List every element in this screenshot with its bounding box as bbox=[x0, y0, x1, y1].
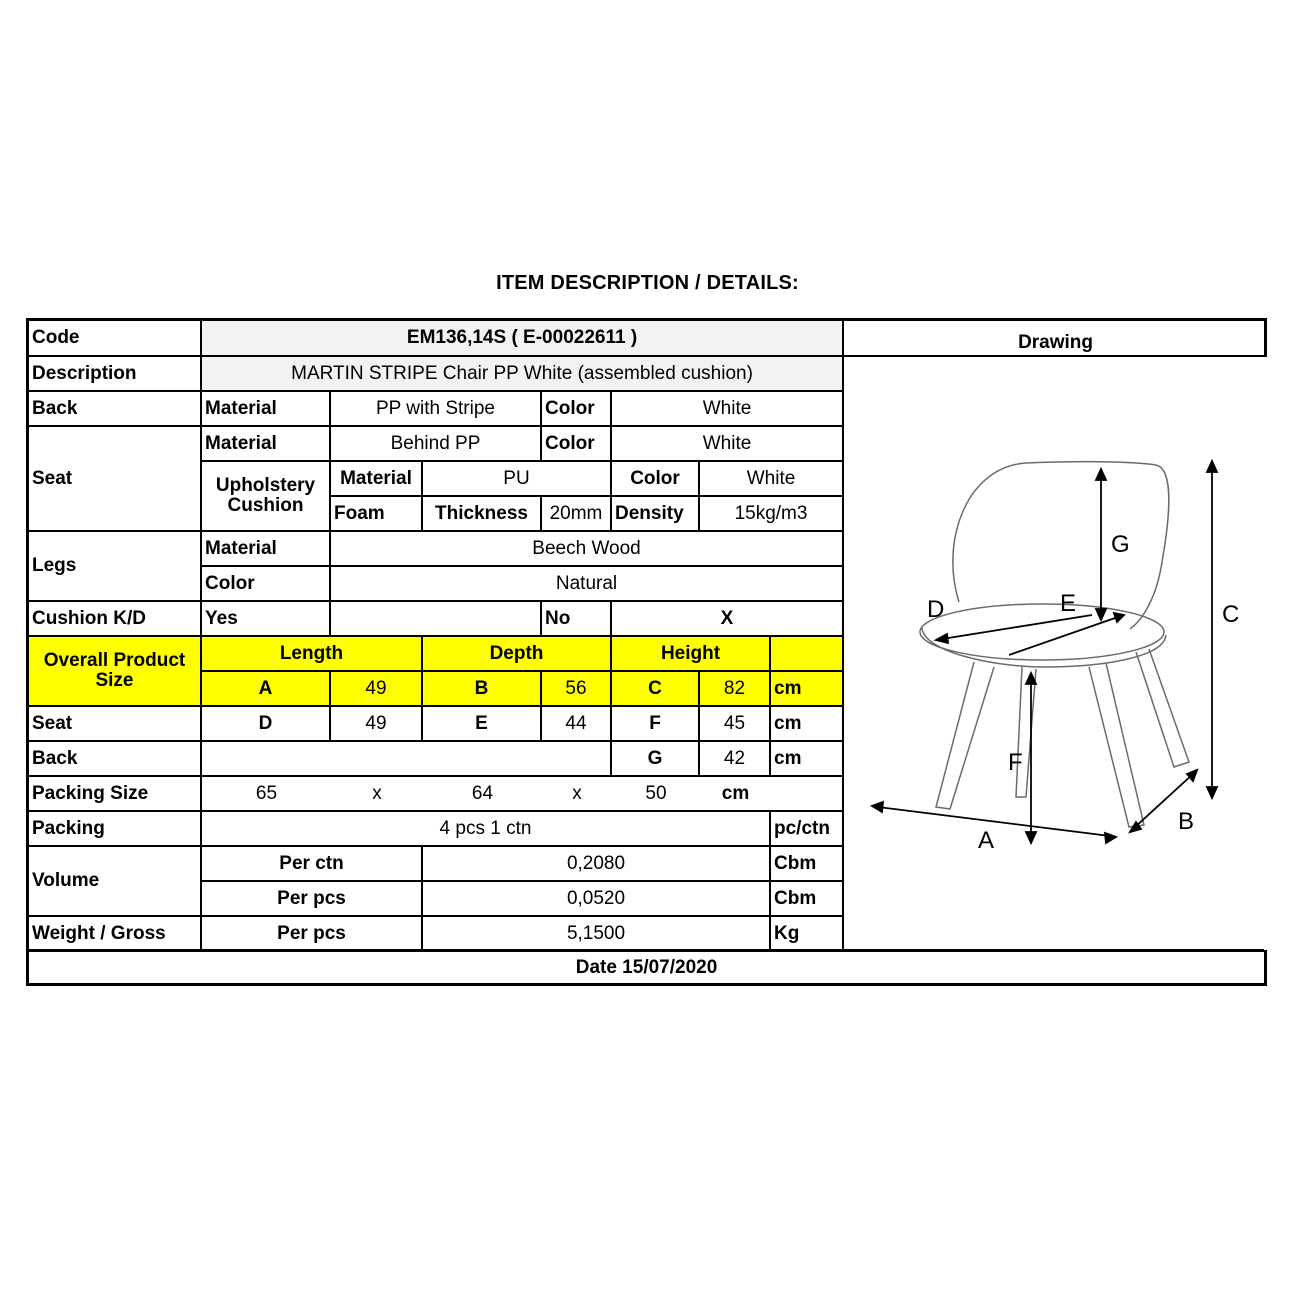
packing-size-values bbox=[201, 776, 843, 811]
back-color-value: White bbox=[611, 391, 843, 426]
chair-drawing bbox=[843, 356, 1267, 951]
chair-drawing-svg bbox=[844, 357, 1267, 951]
size-a-label: A bbox=[201, 671, 330, 706]
size-g-value: 42 bbox=[699, 741, 770, 776]
description-value: MARTIN STRIPE Chair PP White (assembled cushion) bbox=[201, 356, 843, 391]
size-d-value: 49 bbox=[330, 706, 422, 741]
seat-material-value: Behind PP bbox=[330, 426, 541, 461]
packing-x-1: x bbox=[372, 782, 382, 804]
upholstery-color-label: Color bbox=[611, 461, 699, 496]
depth-label: Depth bbox=[422, 636, 611, 671]
size-d-label: D bbox=[201, 706, 330, 741]
weight-per-pcs-label: Per pcs bbox=[201, 916, 422, 951]
seat-size-label: Seat bbox=[29, 706, 201, 741]
upholstery-color-value: White bbox=[699, 461, 843, 496]
seat-color-label: Color bbox=[541, 426, 611, 461]
size-f-label: F bbox=[611, 706, 699, 741]
size-f-value: 45 bbox=[699, 706, 770, 741]
seat-label: Seat bbox=[29, 426, 201, 531]
packing-height: 50 bbox=[645, 782, 667, 804]
size-c-value: 82 bbox=[699, 671, 770, 706]
dim-label-a: A bbox=[978, 827, 995, 854]
weight-per-pcs-value: 5,1500 bbox=[422, 916, 770, 951]
date-footer: Date 15/07/2020 bbox=[29, 949, 1264, 983]
upholstery-cushion-label: Upholstery Cushion bbox=[201, 461, 330, 531]
back-material-value: PP with Stripe bbox=[330, 391, 541, 426]
overall-blank-cell bbox=[770, 636, 843, 671]
packing-label: Packing bbox=[29, 811, 201, 846]
code-label: Code bbox=[29, 321, 201, 356]
back-label: Back bbox=[29, 391, 201, 426]
volume-per-pcs-value: 0,0520 bbox=[422, 881, 770, 916]
packing-width: 64 bbox=[471, 782, 494, 804]
density-label: Density bbox=[611, 496, 699, 531]
back-size-blank bbox=[201, 741, 611, 776]
code-value: EM136,14S ( E-00022611 ) bbox=[201, 321, 843, 356]
height-label: Height bbox=[611, 636, 770, 671]
foam-label: Foam bbox=[330, 496, 422, 531]
seat-material-label: Material bbox=[201, 426, 330, 461]
dim-label-c: C bbox=[1222, 601, 1240, 628]
legs-material-label: Material bbox=[201, 531, 330, 566]
dim-label-g: G bbox=[1111, 531, 1130, 558]
volume-label: Volume bbox=[29, 846, 201, 916]
weight-label: Weight / Gross bbox=[29, 916, 201, 951]
thickness-value: 20mm bbox=[541, 496, 611, 531]
back-color-label: Color bbox=[541, 391, 611, 426]
volume-per-ctn-unit: Cbm bbox=[770, 846, 843, 881]
dim-label-f: F bbox=[1008, 749, 1023, 776]
drawing-header: Drawing bbox=[843, 321, 1267, 356]
description-label: Description bbox=[29, 356, 201, 391]
packing-size-unit: cm bbox=[721, 782, 750, 804]
seat-color-value: White bbox=[611, 426, 843, 461]
size-e-label: E bbox=[422, 706, 541, 741]
packing-length: 65 bbox=[255, 782, 278, 804]
volume-per-pcs-label: Per pcs bbox=[201, 881, 422, 916]
weight-unit: Kg bbox=[770, 916, 843, 951]
cushion-kd-label: Cushion K/D bbox=[29, 601, 201, 636]
cushion-kd-yes-value bbox=[330, 601, 541, 636]
back-size-unit: cm bbox=[770, 741, 843, 776]
legs-material-value: Beech Wood bbox=[330, 531, 843, 566]
size-e-value: 44 bbox=[541, 706, 611, 741]
volume-per-pcs-unit: Cbm bbox=[770, 881, 843, 916]
back-material-label: Material bbox=[201, 391, 330, 426]
page-title: ITEM DESCRIPTION / DETAILS: bbox=[496, 272, 799, 294]
length-label: Length bbox=[201, 636, 422, 671]
volume-per-ctn-label: Per ctn bbox=[201, 846, 422, 881]
volume-per-ctn-value: 0,2080 bbox=[422, 846, 770, 881]
upholstery-material-label: Material bbox=[330, 461, 422, 496]
upholstery-material-value: PU bbox=[422, 461, 611, 496]
size-c-label: C bbox=[611, 671, 699, 706]
dim-label-b: B bbox=[1178, 808, 1195, 835]
legs-color-value: Natural bbox=[330, 566, 843, 601]
size-a-value: 49 bbox=[330, 671, 422, 706]
cushion-kd-yes-label: Yes bbox=[201, 601, 330, 636]
size-b-value: 56 bbox=[541, 671, 611, 706]
packing-unit: pc/ctn bbox=[770, 811, 843, 846]
size-b-label: B bbox=[422, 671, 541, 706]
overall-size-label: Overall Product Size bbox=[29, 636, 201, 706]
packing-value: 4 pcs 1 ctn bbox=[201, 811, 770, 846]
spec-sheet bbox=[26, 318, 1267, 986]
back-size-label: Back bbox=[29, 741, 201, 776]
seat-size-unit: cm bbox=[770, 706, 843, 741]
dim-label-e: E bbox=[1060, 590, 1077, 617]
packing-size-label: Packing Size bbox=[29, 776, 201, 811]
cushion-kd-no-label: No bbox=[541, 601, 611, 636]
cushion-kd-no-value: X bbox=[611, 601, 843, 636]
packing-x-2: x bbox=[572, 782, 582, 804]
spec-table bbox=[29, 321, 1267, 952]
legs-color-label: Color bbox=[201, 566, 330, 601]
size-g-label: G bbox=[611, 741, 699, 776]
density-value: 15kg/m3 bbox=[699, 496, 843, 531]
dim-label-d: D bbox=[927, 596, 945, 623]
legs-label: Legs bbox=[29, 531, 201, 601]
thickness-label: Thickness bbox=[422, 496, 541, 531]
overall-unit: cm bbox=[770, 671, 843, 706]
